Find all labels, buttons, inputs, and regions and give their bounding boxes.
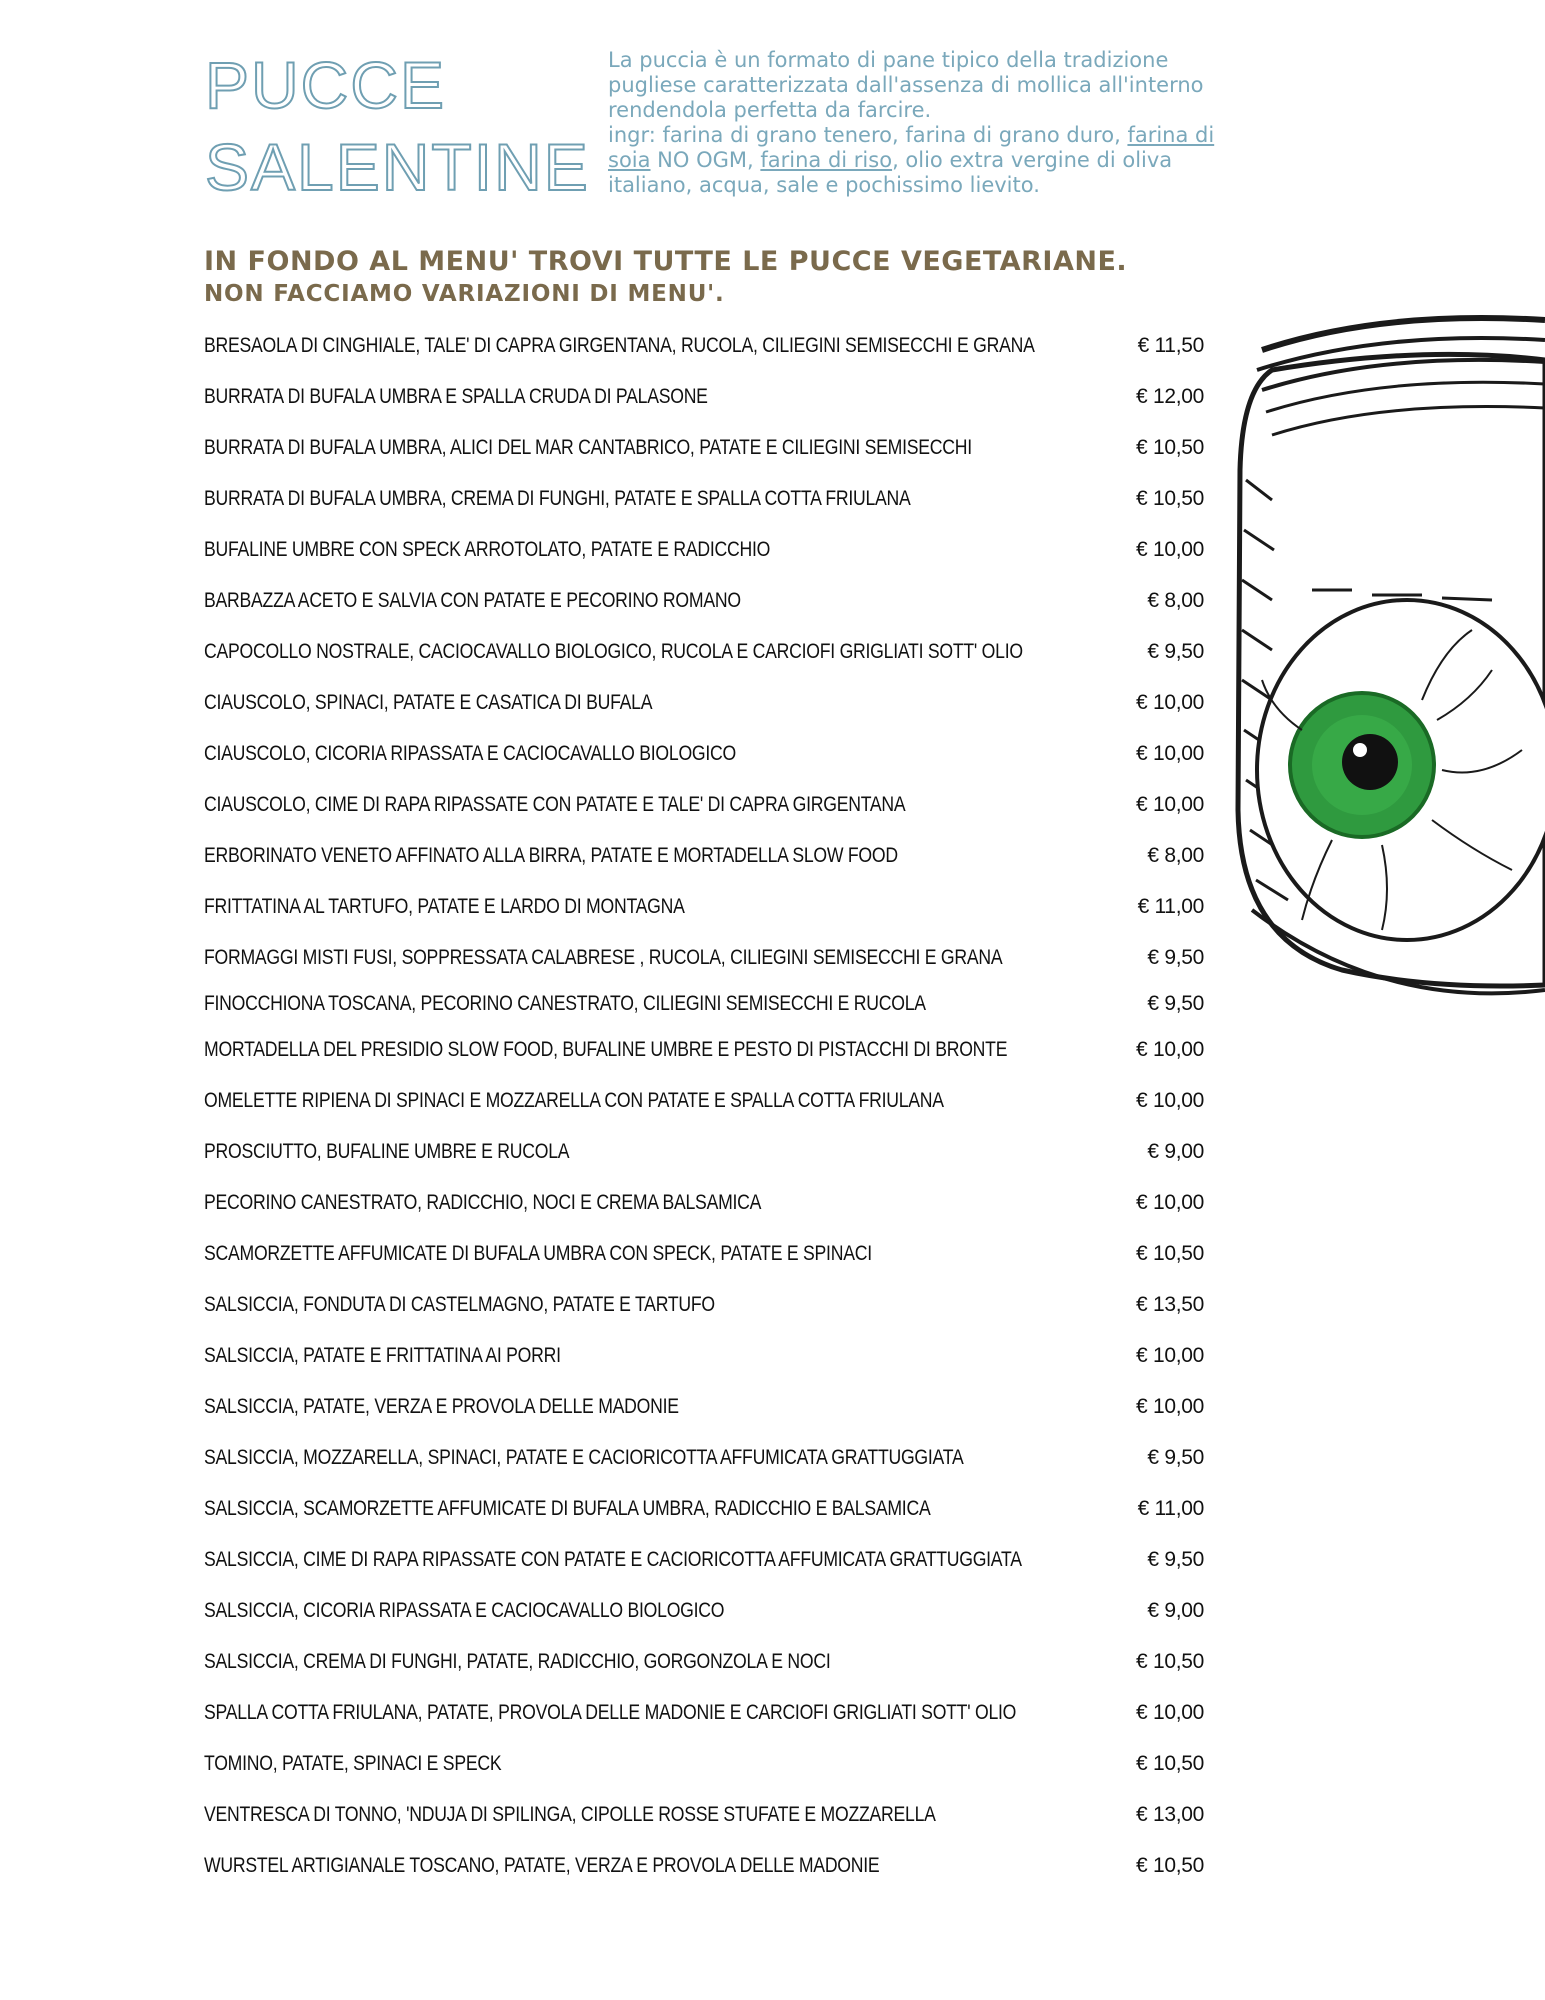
menu-item [204, 1491, 1204, 1531]
menu-item [204, 1134, 1204, 1174]
menu-item [204, 787, 1204, 827]
menu-item-name: SCAMORZETTE AFFUMICATE DI BUFALA UMBRA CON SPECK, PATATE E SPINACI [204, 1242, 872, 1265]
menu-item [204, 1593, 1204, 1633]
menu-item [204, 1797, 1204, 1837]
intro-text-3: NO OGM, [650, 148, 761, 172]
menu-item [204, 532, 1204, 572]
menu-item-price: € 12,00 [1136, 385, 1204, 408]
menu-item [204, 1542, 1204, 1582]
menu-item-price: € 10,00 [1136, 1344, 1204, 1367]
menu-item-name: SALSICCIA, FONDUTA DI CASTELMAGNO, PATATE E TARTUFO [204, 1293, 715, 1316]
menu-item [204, 889, 1204, 929]
intro-soia-link: farina di soia [608, 123, 1215, 172]
menu-item-name: SALSICCIA, PATATE E FRITTATINA AI PORRI [204, 1344, 561, 1367]
menu-item [204, 940, 1204, 980]
notice-line-2: NON FACCIAMO VARIAZIONI DI MENU'. [204, 281, 725, 307]
menu-item-name: FRITTATINA AL TARTUFO, PATATE E LARDO DI MONTAGNA [204, 895, 685, 918]
intro-ingredients: ingr: farina di grano tenero, farina di grano duro, [608, 123, 1128, 147]
menu-item-price: € 10,00 [1136, 691, 1204, 714]
menu-item-name: SALSICCIA, CREMA DI FUNGHI, PATATE, RADICCHIO, GORGONZOLA E NOCI [204, 1650, 831, 1673]
menu-item-name: SALSICCIA, SCAMORZETTE AFFUMICATE DI BUFALA UMBRA, RADICCHIO E BALSAMICA [204, 1497, 931, 1520]
menu-item-name: FORMAGGI MISTI FUSI, SOPPRESSATA CALABRESE , RUCOLA, CILIEGINI SEMISECCHI E GRANA [204, 946, 1003, 969]
menu-item [204, 838, 1204, 878]
title-line-2: SALENTINE [205, 130, 590, 204]
menu-item-price: € 10,00 [1136, 793, 1204, 816]
menu-item-price: € 11,50 [1137, 334, 1204, 357]
menu-item-name: SALSICCIA, CICORIA RIPASSATA E CACIOCAVALLO BIOLOGICO [204, 1599, 725, 1622]
intro-description [608, 48, 1248, 198]
menu-item-price: € 10,00 [1136, 1191, 1204, 1214]
menu-item-price: € 10,00 [1136, 1038, 1204, 1061]
menu-item [204, 1338, 1204, 1378]
intro-text-4: , olio extra vergine di oliva italiano, acqua, sale e pochissimo lievito. [608, 148, 1173, 197]
intro-riso-link: farina di riso [760, 148, 893, 172]
menu-notice [204, 245, 1204, 309]
menu-item [204, 1848, 1204, 1888]
menu-item-name: SPALLA COTTA FRIULANA, PATATE, PROVOLA DELLE MADONIE E CARCIOFI GRIGLIATI SOTT' OLIO [204, 1701, 1017, 1724]
menu-item-price: € 10,50 [1136, 487, 1204, 510]
menu-item [204, 328, 1204, 368]
menu-item-name: BURRATA DI BUFALA UMBRA E SPALLA CRUDA DI PALASONE [204, 385, 708, 408]
menu-item-name: BURRATA DI BUFALA UMBRA, ALICI DEL MAR CANTABRICO, PATATE E CILIEGINI SEMISECCHI [204, 436, 972, 459]
menu-item-name: CIAUSCOLO, CIME DI RAPA RIPASSATE CON PATATE E TALE' DI CAPRA GIRGENTANA [204, 793, 906, 816]
menu-item [204, 1083, 1204, 1123]
menu-item-name: BRESAOLA DI CINGHIALE, TALE' DI CAPRA GIRGENTANA, RUCOLA, CILIEGINI SEMISECCHI E GRANA [204, 334, 1035, 357]
menu-item-name: TOMINO, PATATE, SPINACI E SPECK [204, 1752, 502, 1775]
menu-item [204, 685, 1204, 725]
menu-item [204, 1185, 1204, 1225]
menu-item-name: CIAUSCOLO, SPINACI, PATATE E CASATICA DI BUFALA [204, 691, 653, 714]
menu-item-price: € 10,00 [1136, 538, 1204, 561]
menu-item-price: € 9,50 [1147, 1548, 1204, 1571]
menu-item [204, 1032, 1204, 1072]
menu-item-name: MORTADELLA DEL PRESIDIO SLOW FOOD, BUFALINE UMBRE E PESTO DI PISTACCHI DI BRONTE [204, 1038, 1008, 1061]
jar-with-eyeball-icon [1232, 250, 1545, 1050]
menu-item-price: € 8,00 [1147, 589, 1204, 612]
menu-item-price: € 10,00 [1136, 1089, 1204, 1112]
menu-item-name: WURSTEL ARTIGIANALE TOSCANO, PATATE, VERZA E PROVOLA DELLE MADONIE [204, 1854, 880, 1877]
menu-item [204, 1440, 1204, 1480]
menu-item-name: BARBAZZA ACETO E SALVIA CON PATATE E PECORINO ROMANO [204, 589, 741, 612]
menu-item-price: € 10,50 [1136, 436, 1204, 459]
menu-item [204, 1389, 1204, 1429]
menu-item-name: PROSCIUTTO, BUFALINE UMBRE E RUCOLA [204, 1140, 570, 1163]
menu-item-price: € 13,00 [1136, 1803, 1204, 1826]
menu-item-price: € 9,50 [1147, 946, 1204, 969]
menu-item-name: PECORINO CANESTRATO, RADICCHIO, NOCI E CREMA BALSAMICA [204, 1191, 762, 1214]
notice-line-1: IN FONDO AL MENU' TROVI TUTTE LE PUCCE VEGETARIANE. [204, 246, 1128, 277]
menu-item-price: € 10,50 [1136, 1752, 1204, 1775]
menu-item-name: FINOCCHIONA TOSCANA, PECORINO CANESTRATO, CILIEGINI SEMISECCHI E RUCOLA [204, 992, 926, 1015]
menu-item-price: € 10,50 [1136, 1242, 1204, 1265]
menu-item-price: € 9,50 [1147, 640, 1204, 663]
menu-item [204, 1236, 1204, 1276]
menu-item-name: CIAUSCOLO, CICORIA RIPASSATA E CACIOCAVALLO BIOLOGICO [204, 742, 736, 765]
menu-item [204, 634, 1204, 674]
menu-item [204, 986, 1204, 1026]
menu-item-price: € 8,00 [1147, 844, 1204, 867]
menu-item [204, 430, 1204, 470]
menu-item-name: SALSICCIA, CIME DI RAPA RIPASSATE CON PATATE E CACIORICOTTA AFFUMICATA GRATTUGGIATA [204, 1548, 1022, 1571]
menu-item-price: € 9,50 [1147, 1446, 1204, 1469]
menu-item-name: BURRATA DI BUFALA UMBRA, CREMA DI FUNGHI, PATATE E SPALLA COTTA FRIULANA [204, 487, 911, 510]
intro-text-1: La puccia è un formato di pane tipico della tradizione pugliese caratterizzata dall'assenza di mollica all'interno rendendola perfetta da farcire. [608, 48, 1204, 122]
menu-item-price: € 10,50 [1136, 1650, 1204, 1673]
menu-item [204, 1644, 1204, 1684]
menu-item-price: € 10,00 [1136, 1395, 1204, 1418]
menu-item-price: € 10,00 [1136, 1701, 1204, 1724]
menu-item-price: € 10,50 [1136, 1854, 1204, 1877]
menu-item-name: CAPOCOLLO NOSTRALE, CACIOCAVALLO BIOLOGICO, RUCOLA E CARCIOFI GRIGLIATI SOTT' OLIO [204, 640, 1023, 663]
menu-item-name: SALSICCIA, PATATE, VERZA E PROVOLA DELLE MADONIE [204, 1395, 679, 1418]
menu-item-name: VENTRESCA DI TONNO, 'NDUJA DI SPILINGA, CIPOLLE ROSSE STUFATE E MOZZARELLA [204, 1803, 936, 1826]
menu-item-price: € 11,00 [1137, 895, 1204, 918]
menu-item-name: BUFALINE UMBRE CON SPECK ARROTOLATO, PATATE E RADICCHIO [204, 538, 771, 561]
menu-item [204, 736, 1204, 776]
menu-item [204, 481, 1204, 521]
menu-item [204, 379, 1204, 419]
menu-item-price: € 9,00 [1147, 1140, 1204, 1163]
page-title [205, 44, 590, 208]
menu-item-price: € 9,50 [1147, 992, 1204, 1015]
menu-item-name: ERBORINATO VENETO AFFINATO ALLA BIRRA, PATATE E MORTADELLA SLOW FOOD [204, 844, 898, 867]
menu-item-name: SALSICCIA, MOZZARELLA, SPINACI, PATATE E CACIORICOTTA AFFUMICATA GRATTUGGIATA [204, 1446, 964, 1469]
menu-item-price: € 11,00 [1137, 1497, 1204, 1520]
menu-item-price: € 9,00 [1147, 1599, 1204, 1622]
title-line-1: PUCCE [205, 48, 447, 122]
menu-item [204, 583, 1204, 623]
menu-item-name: OMELETTE RIPIENA DI SPINACI E MOZZARELLA CON PATATE E SPALLA COTTA FRIULANA [204, 1089, 944, 1112]
menu-item [204, 1287, 1204, 1327]
menu-item [204, 1746, 1204, 1786]
menu-item-price: € 13,50 [1136, 1293, 1204, 1316]
menu-item [204, 1695, 1204, 1735]
menu-item-price: € 10,00 [1136, 742, 1204, 765]
